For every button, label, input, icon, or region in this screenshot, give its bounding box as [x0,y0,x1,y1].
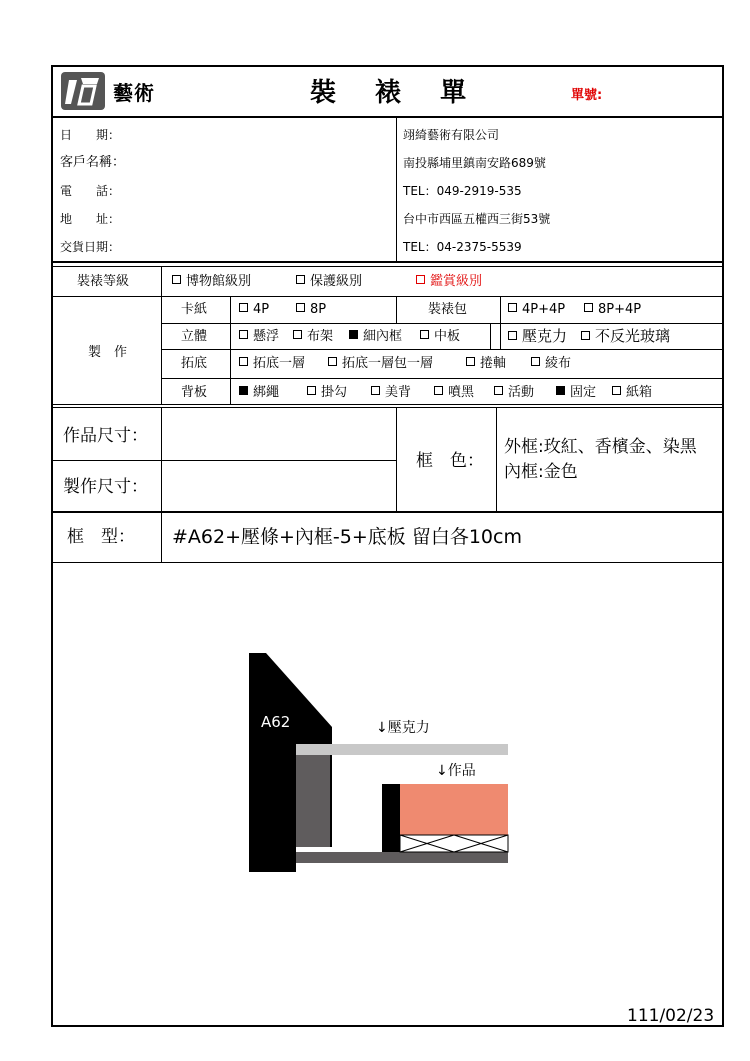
checkbox-icon [328,357,337,366]
client-label: 客戶名稱： [60,155,126,170]
company-tel-1: TEL：049-2919-535 [403,184,522,198]
checkbox-icon [239,330,248,339]
footer-date: 111/02/23 [627,1006,715,1026]
checkbox-icon [508,303,517,312]
checked-box-icon [556,386,565,395]
inner-frame-profile [296,753,330,847]
logo-text: 藝術 [113,81,155,105]
paper-box-option[interactable]: 紙箱 [612,386,652,399]
production-size-label: 製作尺寸： [63,477,148,497]
order-number-label: 單號: [571,88,603,103]
frame-color-label: 框 色： [416,451,484,471]
checkbox-icon [172,275,181,284]
company-name: 翊綺藝術有限公司 [403,128,500,142]
logo-icon [61,72,105,110]
delivery-date-label: 交貨日期： [60,240,121,254]
hook-option[interactable]: 掛勾 [307,386,347,399]
company-tel-2: TEL：04-2375-5539 [403,240,522,254]
checkbox-icon [416,275,425,284]
checkbox-icon [296,303,305,312]
fixed-option[interactable]: 固定 [556,386,596,399]
checkbox-icon [494,386,503,395]
checkbox-icon [420,330,429,339]
address-label: 地 址： [60,212,121,226]
anti-glare-glass-option[interactable]: 不反光玻璃 [581,329,670,344]
cloth-frame-option[interactable]: 布架 [293,330,333,343]
float-option[interactable]: 懸浮 [239,330,279,343]
backing-label: 拓底 [181,356,208,371]
acrylic-sheet [296,744,508,755]
thin-inner-frame-option[interactable]: 細內框 [349,330,402,343]
card-4p-option[interactable]: 4P [239,303,269,316]
grade-appreciation-option[interactable]: 鑑賞級別 [416,275,482,288]
work-size-label: 作品尺寸： [63,426,148,446]
checkbox-icon [584,303,593,312]
backing-single-option[interactable]: 拓底一層 [239,357,305,370]
cord-option[interactable]: 綁繩 [239,386,279,399]
artwork-layer [400,784,508,835]
acrylic-option[interactable]: 壓克力 [508,329,567,344]
checked-box-icon [349,330,358,339]
backing-box [400,835,508,852]
phone-label: 電 話： [60,184,121,198]
checked-box-icon [239,386,248,395]
outer-frame-color: 外框:玫紅、香檳金、染黑 [504,437,697,457]
grade-label: 裝裱等級 [77,274,130,289]
company-address-1: 南投縣埔里鎮南安路689號 [403,156,546,170]
checkbox-icon [293,330,302,339]
checkbox-icon [239,303,248,312]
page-title: 裝 裱 單 [310,78,467,108]
checkbox-icon [531,357,540,366]
checkbox-icon [466,357,475,366]
grade-protection-option[interactable]: 保護級別 [296,275,362,288]
checkbox-icon [581,331,590,340]
grade-museum-option[interactable]: 博物館級別 [172,275,251,288]
base-board [296,852,508,863]
backing-wrapped-option[interactable]: 拓底一層包一層 [328,357,433,370]
frame-type-label: 框 型： [67,527,135,547]
checkbox-icon [508,331,517,340]
checkbox-icon [239,357,248,366]
frame-code-label: A62 [261,713,291,731]
acrylic-annotation: ↓壓克力 [376,720,430,736]
removable-option[interactable]: 活動 [494,386,534,399]
inner-spacer [382,784,400,852]
inner-frame-color: 內框:金色 [504,462,578,482]
production-label: 製 作 [88,345,128,360]
date-label: 日 期： [60,128,121,142]
artwork-annotation: ↓作品 [436,763,476,779]
scroll-option[interactable]: 捲軸 [466,357,506,370]
fine-back-option[interactable]: 美背 [371,386,411,399]
frame-cross-section-diagram [240,645,520,880]
card-8p-option[interactable]: 8P [296,303,326,316]
3d-label: 立體 [181,329,208,344]
pack-4p4p-option[interactable]: 4P+4P [508,303,565,316]
pack-8p4p-option[interactable]: 8P+4P [584,303,641,316]
frame-type-value: #A62+壓條+內框-5+底板 留白各10cm [172,526,522,548]
checkbox-icon [296,275,305,284]
checkbox-icon [612,386,621,395]
checkbox-icon [434,386,443,395]
card-paper-label: 卡紙 [181,302,208,317]
silk-option[interactable]: 綾布 [531,357,571,370]
back-board-label: 背板 [181,385,208,400]
mid-board-option[interactable]: 中板 [420,330,460,343]
checkbox-icon [307,386,316,395]
company-address-2: 台中市西區五權西三街53號 [403,212,551,226]
checkbox-icon [371,386,380,395]
black-spray-option[interactable]: 噴黑 [434,386,474,399]
mounting-pack-label: 裝裱包 [428,302,468,317]
